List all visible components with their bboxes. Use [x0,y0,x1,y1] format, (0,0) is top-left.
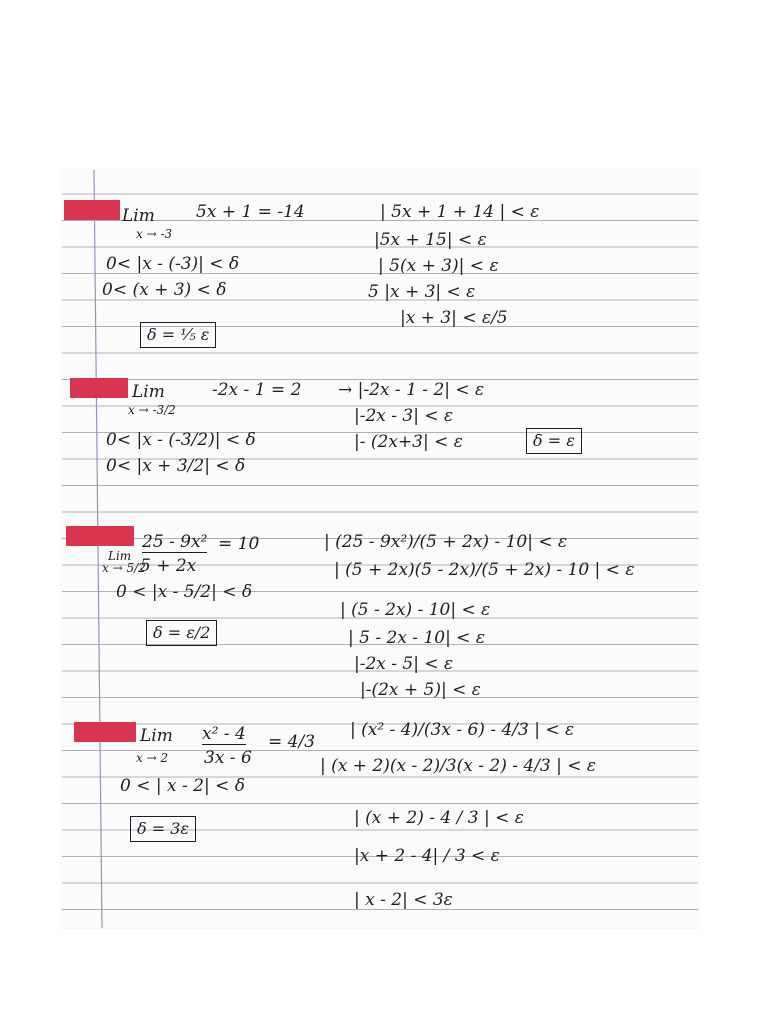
limit-approach: x → -3 [136,227,173,241]
step-left: 0 < | x - 2| < δ [120,776,245,796]
fraction-denominator: 5 + 2x [140,556,197,576]
redaction-mark [64,200,120,220]
step-left: 0< |x - (-3/2)| < δ [106,430,256,450]
step-right: | 5 - 2x - 10| < ε [348,628,485,648]
step-right: | (5 + 2x)(5 - 2x)/(5 + 2x) - 10 | < ε [334,560,635,580]
step-right: | (5 - 2x) - 10| < ε [340,600,491,620]
limit-expression: -2x - 1 = 2 [212,380,302,400]
step-right: |x + 3| < ε/5 [400,308,508,328]
limit-approach: x → -3/2 [128,403,176,417]
delta-answer-box: δ = ε [526,428,582,454]
limit-approach: x → 5/2 [102,561,146,575]
redaction-mark [66,526,134,546]
margin-line [94,170,102,928]
step-right: | (x + 2) - 4 / 3 | < ε [354,808,524,828]
step-right: |x + 2 - 4| / 3 < ε [354,846,500,866]
limit-label: Lim [140,726,173,746]
step-left: 0< (x + 3) < δ [102,280,227,300]
delta-answer-box: δ = ε/2 [146,620,217,646]
step-left: 0< |x - (-3)| < δ [106,254,240,274]
limit-label: Lim [108,549,132,563]
step-right: |-2x - 5| < ε [354,654,454,674]
step-right: | (25 - 9x²)/(5 + 2x) - 10| < ε [324,532,568,552]
step-right: | x - 2| < 3ε [354,890,453,910]
step-right: |-2x - 3| < ε [354,406,454,426]
limit-equals: = 4/3 [268,732,316,752]
notebook-paper [62,170,698,928]
limit-expression: 5x + 1 = -14 [196,202,305,222]
step-right: | 5(x + 3)| < ε [378,256,499,276]
step-right: |-(2x + 5)| < ε [360,680,481,700]
delta-answer-box: δ = 3ε [130,816,196,842]
step-right: | 5x + 1 + 14 | < ε [380,202,540,222]
step-right: | (x + 2)(x - 2)/3(x - 2) - 4/3 | < ε [320,756,597,776]
fraction-denominator: 3x - 6 [204,748,252,768]
limit-equals: = 10 [218,534,260,554]
step-left: 0 < |x - 5/2| < δ [116,582,253,602]
step-right: |5x + 15| < ε [374,230,487,250]
limit-label: Lim [122,206,155,226]
redaction-mark [70,378,128,398]
step-right: |- (2x+3| < ε [354,432,463,452]
delta-answer-box: δ = ⅕ ε [140,322,216,348]
limit-approach: x → 2 [136,751,169,765]
fraction-numerator: 25 - 9x² [142,532,208,552]
limit-label: Lim [132,382,165,402]
step-right: 5 |x + 3| < ε [368,282,476,302]
step-left: 0< |x + 3/2| < δ [106,456,246,476]
step-right: → |-2x - 1 - 2| < ε [338,380,485,400]
redaction-mark [74,722,136,742]
step-right: | (x² - 4)/(3x - 6) - 4/3 | < ε [350,720,575,740]
fraction-numerator: x² - 4 [202,724,246,744]
